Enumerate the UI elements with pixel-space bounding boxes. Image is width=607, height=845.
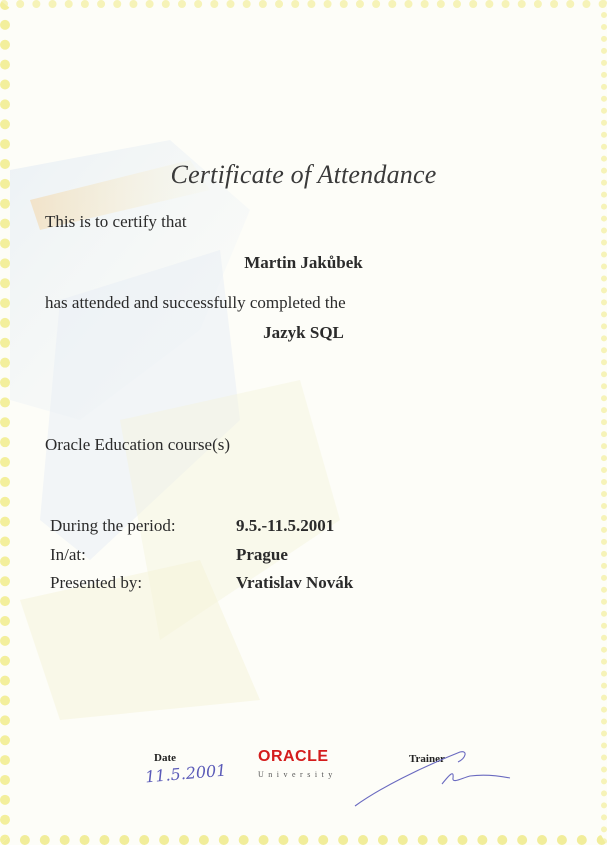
presenter-label: Presented by: <box>50 573 143 592</box>
presenter-value: Vratislav Novák <box>236 573 354 592</box>
location-label: In/at: <box>50 545 86 564</box>
trainer-signature <box>350 748 520 818</box>
recipient-name: Martin Jakůbek <box>244 253 363 272</box>
completion-text: has attended and successfully completed the <box>45 293 346 312</box>
period-label: During the period: <box>50 516 176 535</box>
trainer-label: Trainer <box>409 753 445 765</box>
handwritten-date: 11.5.2001 <box>144 760 228 787</box>
certificate-title: Certificate of Attendance <box>170 160 437 189</box>
oracle-logo: ORACLE <box>258 748 329 765</box>
date-label: Date <box>154 752 176 764</box>
oracle-university-text: University <box>258 770 337 779</box>
period-value: 9.5.-11.5.2001 <box>236 516 335 535</box>
course-type: Oracle Education course(s) <box>45 435 231 454</box>
course-name: Jazyk SQL <box>263 323 344 342</box>
intro-text: This is to certify that <box>45 212 187 231</box>
location-value: Prague <box>236 545 288 564</box>
